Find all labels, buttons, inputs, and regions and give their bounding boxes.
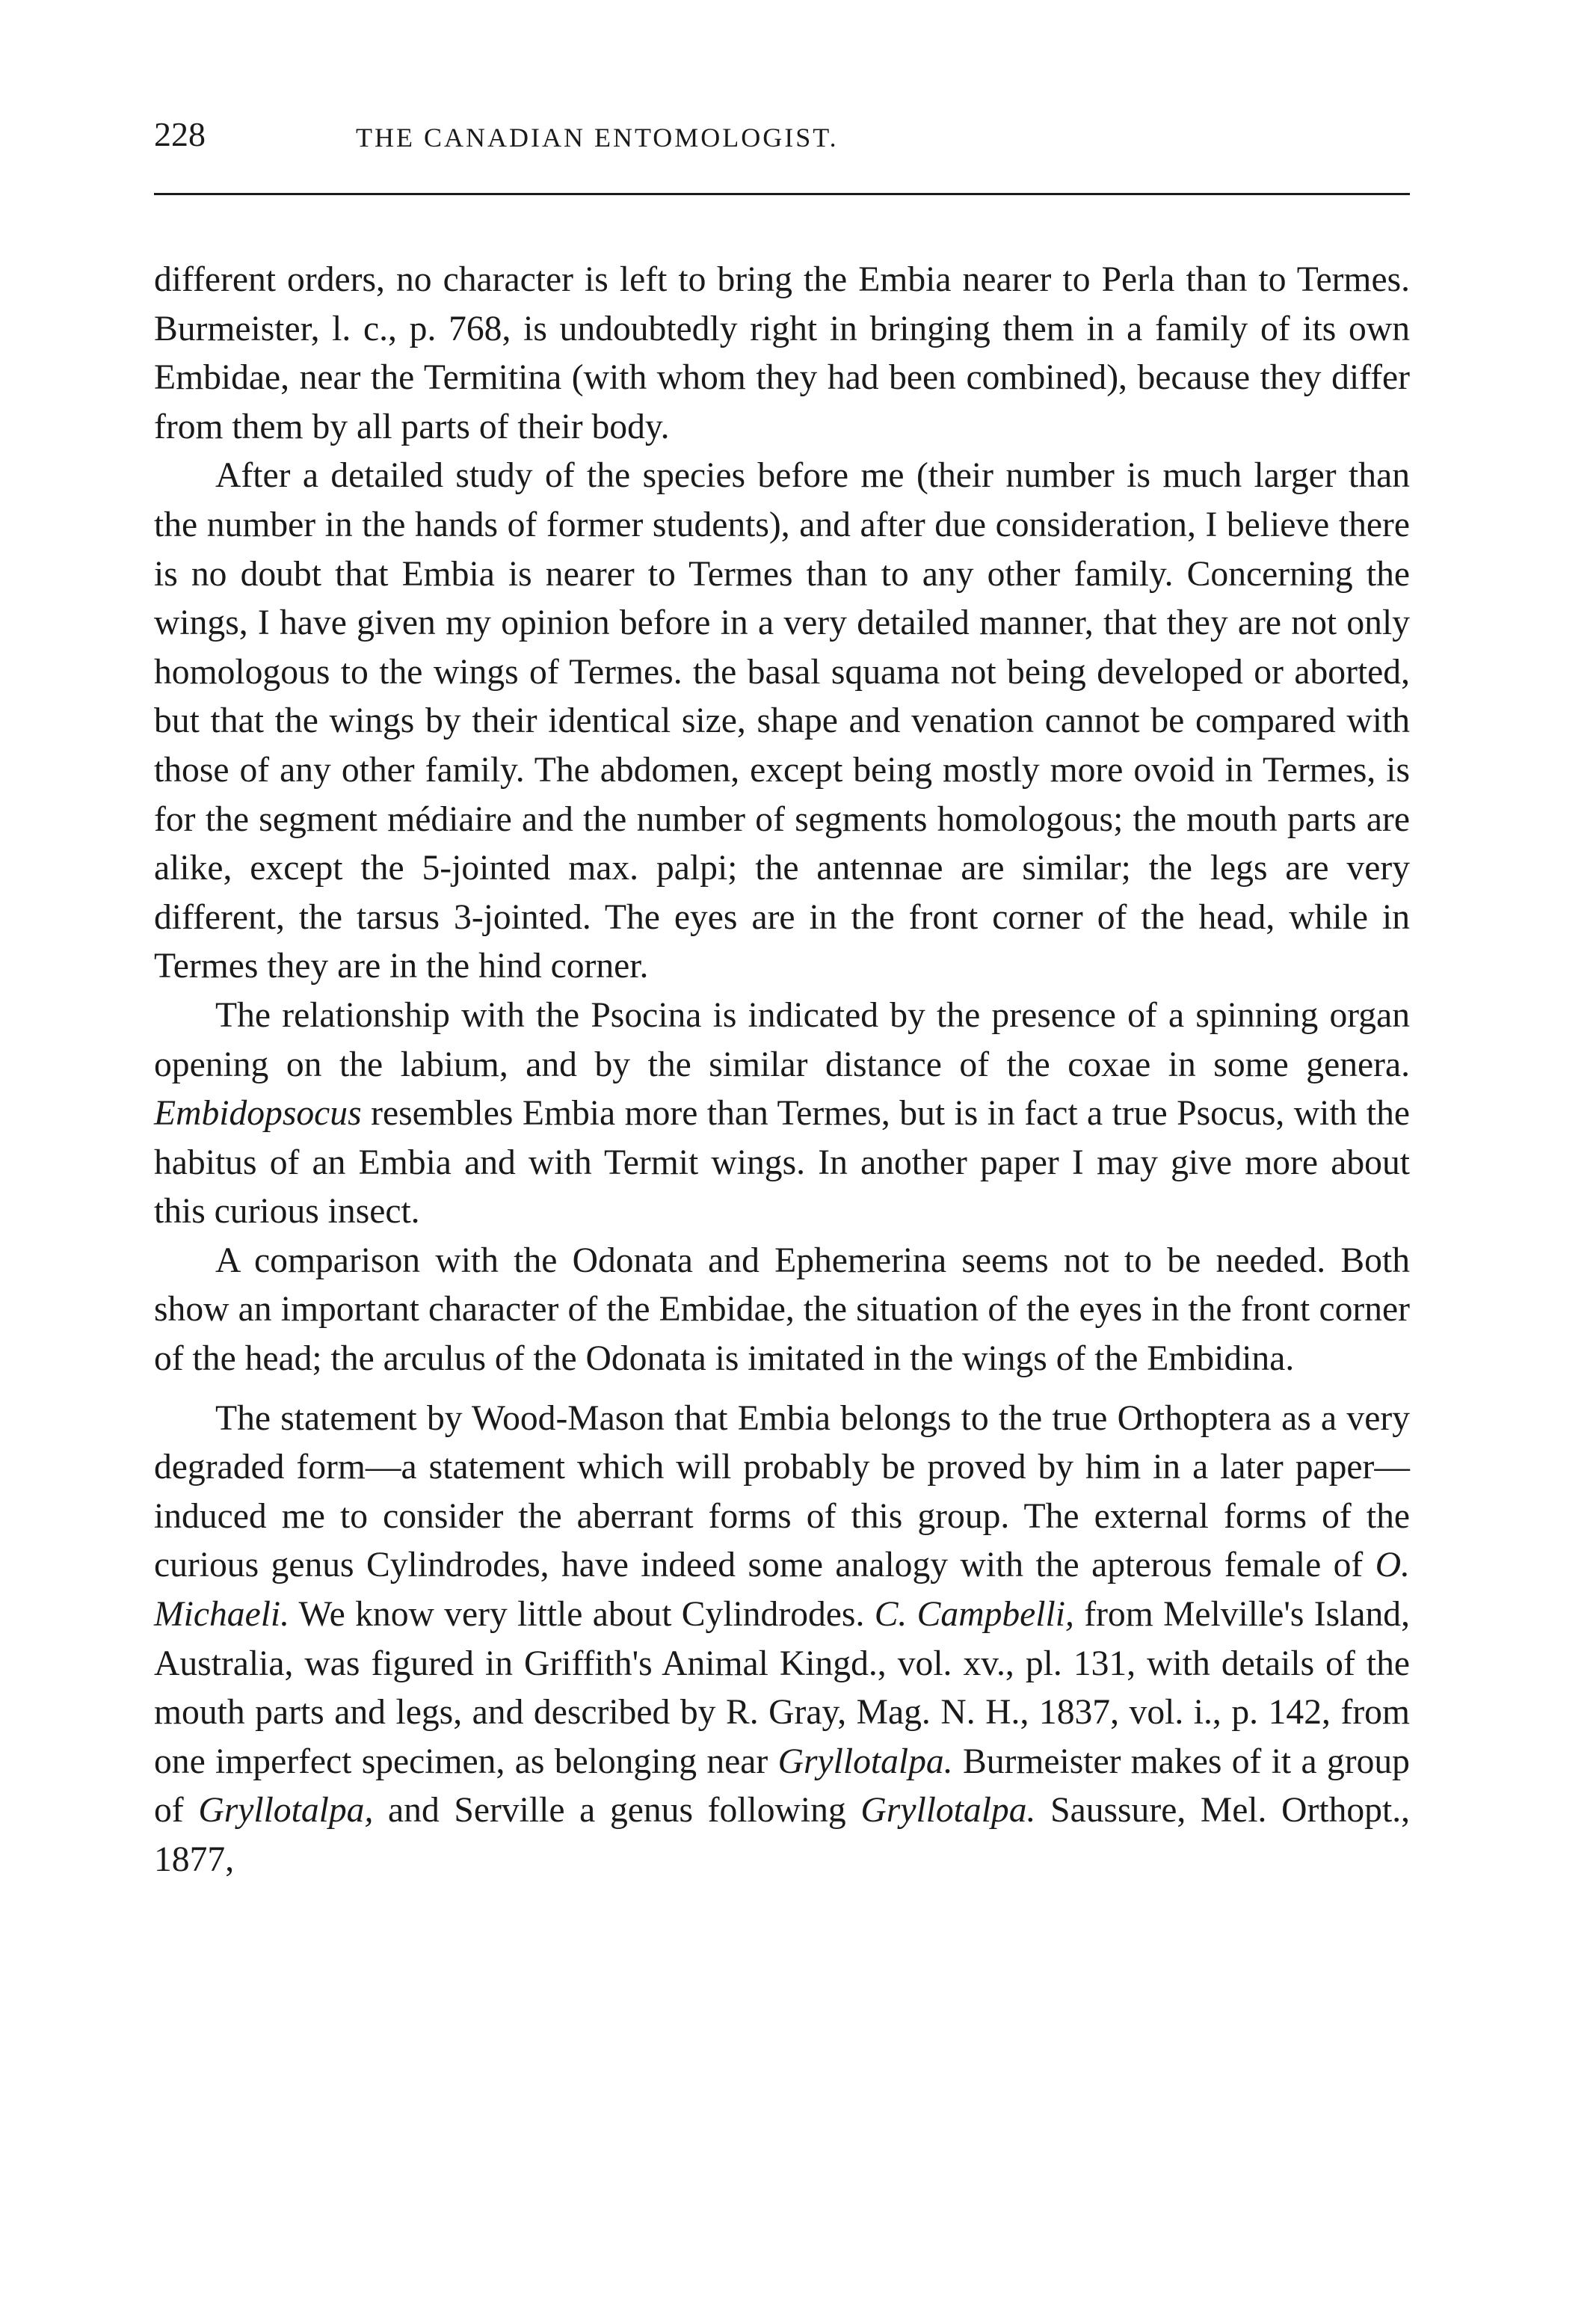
genus-name-italic: Embidopsocus — [154, 1094, 362, 1134]
genus-name-italic: Gryllotalpa. — [860, 1791, 1036, 1830]
species-name-italic: C. Campbelli, — [874, 1595, 1074, 1635]
genus-name-italic: Gryllotalpa. — [777, 1742, 953, 1781]
paragraph-text: We know very little about Cylindrodes. — [298, 1595, 865, 1635]
journal-title: THE CANADIAN ENTOMOLOGIST. — [356, 123, 839, 153]
paragraph — [154, 1395, 1410, 1885]
paragraph-continued — [154, 256, 1410, 452]
paragraph-text: resembles Embia more than Termes, but is in fact a true Psocus, with the habitus of an Embia and with Termit wings. In another paper I may give more about this curious insect. — [154, 1094, 1410, 1232]
paragraph-text: and Serville a genus following — [388, 1791, 846, 1830]
paragraph — [154, 1237, 1410, 1384]
journal-page — [154, 112, 1410, 2281]
paragraph — [154, 992, 1410, 1237]
paragraph-text: Saussure, Mel. Orthopt., 1877, — [154, 1791, 1410, 1879]
paragraph-text: A comparison with the Odonata and Ephemerina seems not to be needed. Both show an important character of the Embidae, the situation of the eyes in the front corner of the head; the arculus of the Odonata is imitated in the wings of the Embidina. — [154, 1241, 1410, 1379]
paragraph-text: Burmeister makes of it a group of — [154, 1742, 1410, 1830]
species-name-italic: O. Michaeli. — [154, 1546, 1410, 1635]
header-rule — [154, 193, 1410, 195]
genus-name-italic: Gryllotalpa, — [198, 1791, 374, 1830]
paragraph-text: different orders, no character is left to bring the Embia nearer to Perla than to Termes. Burmeister, l. c., p. 768, is undoubtedly right in bringing them in a family of its own Embidae, near the Termitina (with whom they had been combined), because they differ from them by all parts of their body. — [154, 260, 1410, 446]
paragraph-text: The relationship with the Psocina is indicated by the presence of a spinning organ opening on the labium, and by the similar distance of the coxae in some genera. — [154, 995, 1410, 1084]
paragraph-text: The statement by Wood-Mason that Embia belongs to the true Orthoptera as a very degraded form—a statement which will probably be proved by him in a later paper—induced me to consider the aberrant forms of this group. The external forms of the curious genus Cylindrodes, have indeed some analogy with the apterous female of — [154, 1398, 1410, 1585]
paragraph-text: After a detailed study of the species before me (their number is much larger than the number in the hands of former students), and after due consideration, I believe there is no doubt that Embia is nearer to Termes than to any other family. Concerning the wings, I have given my opinion before in a very detailed manner, that they are not only homologous to the wings of Termes. the basal squama not being developed or aborted, but that the wings by their identical size, shape and venation cannot be compared with those of any other family. The abdomen, except being mostly more ovoid in Termes, is for the segment médiaire and the number of segments homologous; the mouth parts are alike, except the 5-jointed max. palpi; the antennae are similar; the legs are very different, the tarsus 3-jointed. The eyes are in the front corner of the head, while in Termes they are in the hind corner. — [154, 456, 1410, 986]
body-text — [154, 256, 1410, 1885]
paragraph-text: from Melville's Island, Australia, was figured in Griffith's Animal Kingd., vol. xv., pl. 131, with details of the mouth parts and legs, and described by R. Gray, Mag. N. H., 1837, vol. i., p. 142, from one imperfect specimen, as belonging near — [154, 1595, 1410, 1781]
paragraph — [154, 452, 1410, 992]
running-head — [154, 112, 1410, 179]
page-number: 228 — [154, 115, 206, 153]
